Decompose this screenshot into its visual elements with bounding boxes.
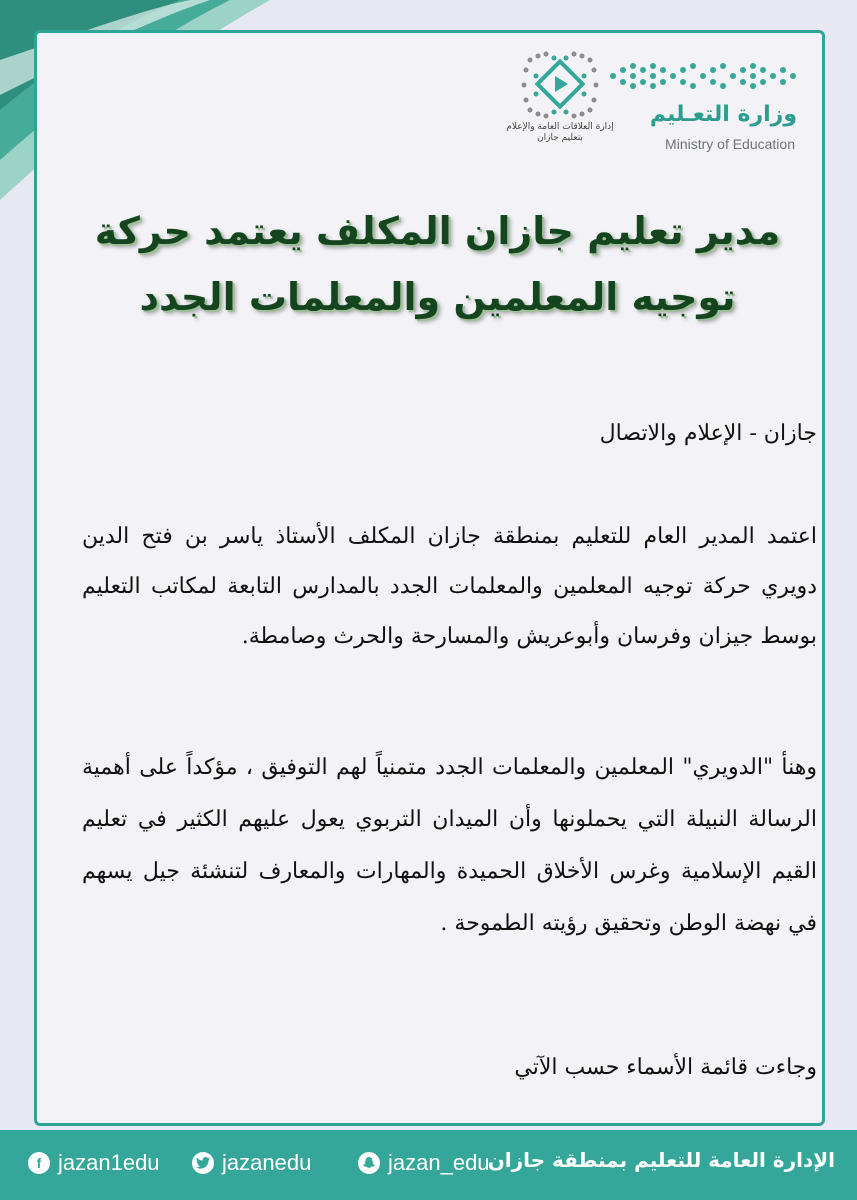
play-diamond-icon (518, 50, 602, 120)
pr-department-name: إدارة العلاقات العامة والإعلام (506, 122, 614, 132)
headline-line-1: مدير تعليم جازان المكلف يعتمد حركة (94, 209, 781, 253)
pr-department-sub: بتعليم جازان (537, 133, 583, 143)
article-dateline: جازان - الإعلام والاتصال (599, 421, 817, 446)
article-paragraph-1: اعتمد المدير العام للتعليم بمنطقة جازان المكلف الأستاذ ياسر بن فتح الدين دويري حركة توجيه المعلمين والمعلمات الجدد بالمدارس التابعة لمكاتب التعليم بوسط جيزان وفرسان وأبوعريش والمسارحة والحرث وصامطة. (82, 524, 817, 649)
ministry-name-english: Ministry of Education (665, 136, 795, 152)
pr-department-logo (500, 50, 620, 150)
twitter-handle: jazanedu (222, 1150, 312, 1175)
facebook-icon: f (28, 1152, 50, 1174)
article-headline (70, 198, 805, 330)
article-paragraph-3: وجاءت قائمة الأسماء حسب الآتي (514, 1055, 817, 1080)
twitter-link[interactable] (192, 1150, 311, 1176)
ministry-name-arabic: وزارة التعـليم (649, 102, 797, 127)
facebook-handle: jazan1edu (58, 1150, 160, 1175)
snapchat-icon (358, 1152, 380, 1174)
footer-bar (0, 1130, 857, 1200)
article-paragraph-2: وهنأ "الدويري" المعلمين والمعلمات الجدد متمنياً لهم التوفيق ، مؤكداً على أهمية الرسالة النبيلة التي يحملونها وأن الميدان التربوي يعول عليهم الكثير في تعليم القيم الإسلامية وغرس الأخلاق الحميدة والمهارات والمعارف لتنشئة جيل يسهم في نهضة الوطن وتحقيق رؤيته الطموحة . (82, 755, 817, 936)
snapchat-link[interactable] (358, 1150, 490, 1176)
headline-line-2: توجيه المعلمين والمعلمات الجدد (139, 275, 736, 319)
ministry-logo (603, 56, 803, 156)
twitter-icon (192, 1152, 214, 1174)
ministry-dots-icon (603, 56, 803, 96)
snapchat-handle: jazan_edu (388, 1150, 490, 1175)
facebook-link[interactable] (28, 1150, 160, 1176)
footer-organization-name: الإدارة العامة للتعليم بمنطقة جازان (487, 1148, 835, 1172)
